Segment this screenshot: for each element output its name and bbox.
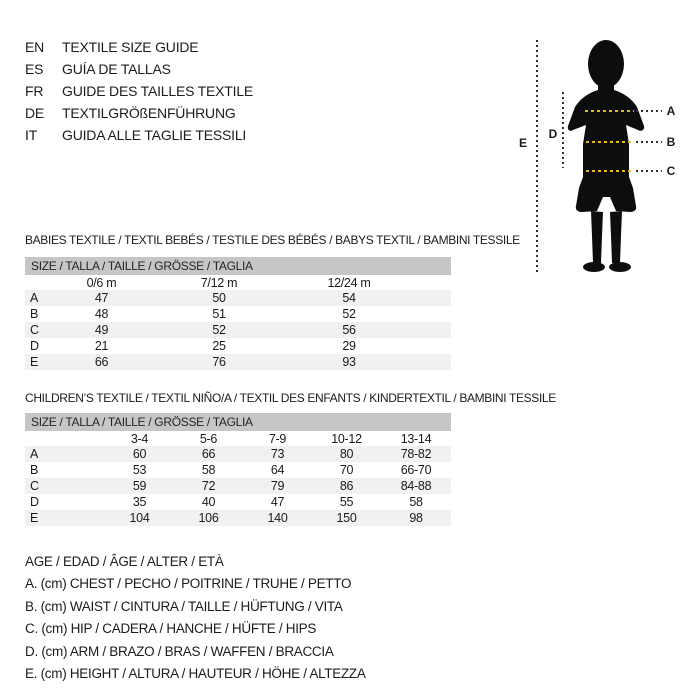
row-label: A — [30, 447, 39, 461]
language-code: DE — [25, 105, 45, 121]
children-size-header-bar: SIZE / TALLA / TAILLE / GRÖSSE / TAGLIA — [25, 413, 451, 431]
row-label: C — [30, 323, 39, 337]
table-row — [25, 510, 451, 526]
size-cell: 140 — [267, 511, 288, 525]
waist-measure-line-b — [586, 141, 632, 143]
size-cell: 150 — [336, 511, 357, 525]
size-cell: 47 — [270, 495, 285, 509]
language-label: GUÍA DE TALLAS — [62, 61, 171, 77]
table-row — [25, 462, 451, 478]
legend-items — [25, 573, 366, 685]
size-cell: 72 — [201, 479, 216, 493]
size-cell: 104 — [129, 511, 150, 525]
size-cell: 50 — [212, 291, 226, 305]
size-cell: 21 — [94, 339, 109, 353]
size-cell: 60 — [132, 447, 147, 461]
size-cell: 53 — [132, 463, 147, 477]
size-cell: 80 — [339, 447, 354, 461]
size-cell: 51 — [212, 307, 226, 321]
row-label: E — [30, 355, 39, 369]
table-row — [25, 478, 451, 494]
size-cell: 78-82 — [400, 447, 432, 461]
figure-label-b: B — [666, 135, 676, 149]
table-row — [25, 494, 451, 510]
language-row — [25, 102, 253, 124]
size-cell: 54 — [342, 291, 356, 305]
table-row — [25, 290, 451, 306]
figure-label-c: C — [666, 164, 676, 178]
children-size-table — [25, 432, 451, 526]
row-label: B — [30, 463, 39, 477]
legend-age-line: AGE / EDAD / ÂGE / ALTER / ETÀ — [25, 554, 224, 569]
hip-measure-line-c — [586, 170, 634, 172]
column-header: 5-6 — [199, 432, 218, 446]
children-table-title: CHILDREN’S TEXTILE / TEXTIL NIÑO/A / TEXTIL DES ENFANTS / KINDERTEXTIL / BAMBINI TESSILE — [25, 391, 556, 405]
size-cell: 48 — [94, 307, 109, 321]
silhouette-right-shoe — [609, 262, 631, 272]
size-cell: 106 — [198, 511, 219, 525]
size-cell: 84-88 — [400, 479, 432, 493]
column-header: 12/24 m — [327, 276, 371, 290]
size-cell: 40 — [201, 495, 216, 509]
silhouette-left-shoe — [583, 262, 605, 272]
row-label: B — [30, 307, 39, 321]
legend-item: A. (cm) CHEST / PECHO / POITRINE / TRUHE / PETTO — [25, 576, 352, 592]
size-cell: 25 — [212, 339, 226, 353]
chest-leader-line-a — [636, 110, 662, 112]
language-label: TEXTILE SIZE GUIDE — [62, 39, 199, 55]
silhouette-right-leg — [610, 211, 622, 263]
language-label: GUIDE DES TAILLES TEXTILE — [62, 83, 254, 99]
figure-label-a: A — [666, 104, 676, 118]
babies-size-table — [25, 276, 451, 370]
silhouette-shirt — [568, 90, 644, 177]
row-label: C — [30, 479, 39, 493]
size-cell: 66-70 — [400, 463, 432, 477]
language-label: TEXTILGRÖßENFÜHRUNG — [62, 105, 236, 121]
size-cell: 35 — [132, 495, 147, 509]
language-code: FR — [25, 83, 44, 99]
language-code: ES — [25, 61, 44, 77]
size-cell: 52 — [212, 323, 226, 337]
child-silhouette-image — [560, 36, 656, 276]
size-cell: 73 — [270, 447, 285, 461]
size-cell: 79 — [270, 479, 285, 493]
column-header-row — [25, 276, 451, 290]
silhouette-neck — [598, 78, 614, 94]
height-measure-line-e — [536, 40, 538, 273]
table-row — [25, 446, 451, 462]
language-row — [25, 80, 253, 102]
language-code: EN — [25, 39, 45, 55]
table-row — [25, 306, 451, 322]
table-row — [25, 322, 451, 338]
figure-label-e: E — [518, 136, 527, 150]
legend-item: C. (cm) HIP / CADERA / HANCHE / HÜFTE / HIPS — [25, 621, 317, 637]
waist-leader-line-b — [636, 141, 662, 143]
babies-table-title: BABIES TEXTILE / TEXTIL BEBÉS / TESTILE DES BÉBÉS / BABYS TEXTIL / BAMBINI TESSILE — [25, 233, 520, 247]
babies-size-header-bar: SIZE / TALLA / TAILLE / GRÖSSE / TAGLIA — [25, 257, 451, 275]
size-cell: 58 — [201, 463, 216, 477]
language-row — [25, 36, 253, 58]
size-cell: 98 — [409, 511, 423, 525]
row-label: E — [30, 511, 39, 525]
size-cell: 47 — [94, 291, 109, 305]
column-header-row — [25, 432, 451, 446]
size-cell: 66 — [201, 447, 216, 461]
language-row — [25, 58, 253, 80]
size-cell: 66 — [94, 355, 109, 369]
size-cell: 55 — [339, 495, 354, 509]
size-cell: 93 — [342, 355, 356, 369]
row-label: A — [30, 291, 39, 305]
chest-measure-line-a — [585, 110, 634, 112]
silhouette-left-leg — [591, 211, 603, 263]
column-header: 10-12 — [331, 432, 362, 446]
table-row — [25, 354, 451, 370]
legend-item: D. (cm) ARM / BRAZO / BRAS / WAFFEN / BRACCIA — [25, 643, 334, 659]
language-row — [25, 124, 253, 146]
hip-leader-line-c — [636, 170, 662, 172]
silhouette-shorts — [576, 177, 636, 212]
column-header: 3-4 — [130, 432, 149, 446]
measurement-legend — [25, 551, 366, 685]
row-label: D — [30, 495, 39, 509]
language-code: IT — [25, 127, 38, 143]
column-header: 7/12 m — [200, 276, 238, 290]
legend-item: B. (cm) WAIST / CINTURA / TAILLE / HÜFTUNG / VITA — [25, 598, 343, 614]
column-header: 0/6 m — [86, 276, 117, 290]
size-cell: 76 — [212, 355, 226, 369]
language-list — [25, 36, 253, 146]
row-label: D — [30, 339, 39, 353]
size-cell: 86 — [339, 479, 354, 493]
size-cell: 49 — [94, 323, 109, 337]
size-cell: 64 — [270, 463, 285, 477]
language-label: GUIDA ALLE TAGLIE TESSILI — [62, 127, 247, 143]
size-cell: 29 — [342, 339, 356, 353]
table-row — [25, 338, 451, 354]
legend-item: E. (cm) HEIGHT / ALTURA / HAUTEUR / HÖHE / ALTEZZA — [25, 666, 366, 682]
size-cell: 70 — [339, 463, 354, 477]
arm-measure-line-d — [562, 92, 564, 168]
column-header: 13-14 — [400, 432, 432, 446]
size-cell: 52 — [342, 307, 356, 321]
size-cell: 58 — [409, 495, 423, 509]
column-header: 7-9 — [268, 432, 287, 446]
size-cell: 56 — [342, 323, 356, 337]
figure-label-d: D — [548, 127, 558, 141]
size-cell: 59 — [132, 479, 147, 493]
